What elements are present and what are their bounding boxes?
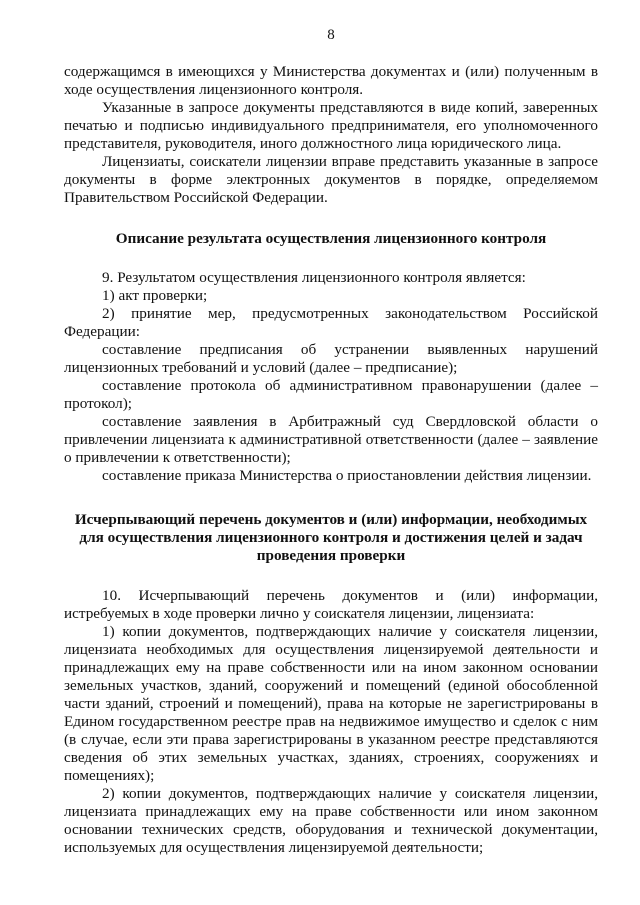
page-number: 8 — [327, 27, 335, 43]
list-item-measures: 2) принятие мер, предусмотренных законодательством Российской Федерации: — [64, 305, 598, 340]
section-heading-documents-list: Исчерпывающий перечень документов и (или) информации, необходимых для осуществления лицензионного контроля и достижения целей и задач проведения проверки — [74, 511, 588, 564]
sub-item-suspension-order: составление приказа Министерства о приостановлении действия лицензии. — [102, 467, 592, 484]
paragraph-documents-copies: Указанные в запросе документы представляются в виде копий, заверенных печатью и подписью индивидуального предпринимателя, его уполномоченного представителя, руководителя, иного должностного лица юридического лица. — [64, 99, 598, 152]
paragraph-continuation: содержащимся в имеющихся у Министерства документах и (или) полученным в ходе осуществления лицензионного контроля. — [64, 63, 598, 98]
list-item-act: 1) акт проверки; — [102, 287, 208, 304]
paragraph-electronic-documents: Лицензиаты, соискатели лицензии вправе представить указанные в запросе документы в форме электронных документов в порядке, определяемом Правительством Российской Федерации. — [64, 153, 598, 206]
sub-item-court-statement: составление заявления в Арбитражный суд Свердловской области о привлечении лицензиата к административной ответственности (далее – заявление о привлечении к ответственности); — [64, 413, 598, 466]
paragraph-10: 10. Исчерпывающий перечень документов и (или) информации, истребуемых в ходе проверки лично у соискателя лицензии, лицензиата: — [64, 587, 598, 622]
sub-item-prescription: составление предписания об устранении выявленных нарушений лицензионных требований и условий (далее – предписание); — [64, 341, 598, 376]
list-item-technical-means: 2) копии документов, подтверждающих наличие у соискателя лицензии, лицензиата принадлежащих ему на праве собственности или ином законном основании технических средств, оборудования и технической документации, используемых для осуществления лицензируемой деятельности; — [64, 785, 598, 856]
sub-item-protocol: составление протокола об административном правонарушении (далее – протокол); — [64, 377, 598, 412]
list-item-land-buildings: 1) копии документов, подтверждающих наличие у соискателя лицензии, лицензиата необходимых для осуществления лицензируемой деятельности и принадлежащих ему на праве собственности или на ином законном основании земельных участков, зданий, сооружений и помещений (единой обособленной части зданий, строений и помещений), права на которые не зарегистрированы в Едином государственном реестре прав на недвижимое имущество и сделок с ним (в случае, если эти права зарегистрированы в указанном реестре представляются сведения об этих земельных участках, зданиях, строениях, сооружениях и помещениях); — [64, 623, 598, 784]
section-heading-result: Описание результата осуществления лицензионного контроля — [115, 230, 547, 247]
paragraph-9: 9. Результатом осуществления лицензионного контроля является: — [102, 269, 526, 286]
